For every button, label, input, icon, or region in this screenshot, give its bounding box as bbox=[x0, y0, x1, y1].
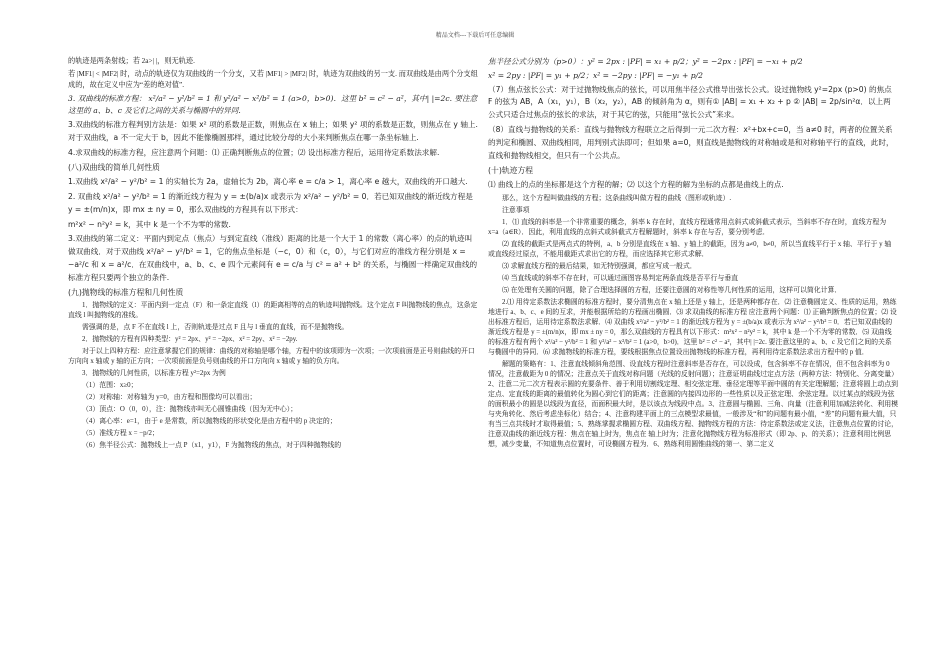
left-paragraph: 若 |MF1| < |MF2| 时，动点的轨迹仅为双曲线的一个分支，又若 |MF1| > |MF2| 时，轨迹为双曲线的另一支. 而双曲线是由两个分支组成的，故在定义中应为“差的绝对值”. bbox=[68, 70, 478, 90]
right-paragraph: ⑸ 在处理有关圆的问题，除了合理选择圆的方程，还要注意圆的对称性等几何性质的运用，这样可以简化计算． bbox=[502, 286, 842, 294]
left-paragraph: 的轨迹是两条射线；若 2a>| |，则无轨迹. bbox=[68, 57, 195, 65]
left-paragraph: 需强调的是，点 F 不在直线 l 上，否则轨迹是过点 F 且与 l 垂直的直线，而不是抛物线。 bbox=[82, 324, 349, 332]
right-paragraph: x² = 2py : |PF| = y₁ + p/2；x² = −2py : |PF| = −y₁ + p/2 bbox=[488, 70, 704, 80]
left-paragraph: 3．抛物线的几何性质，以标准方程 y²=2px 为例 bbox=[82, 370, 226, 378]
left-paragraph: （5）准线方程 x = −p/2； bbox=[82, 430, 159, 438]
left-paragraph: （4）离心率：e=1，由于 e 是常数，所以抛物线的形状变化是由方程中的 p 决定的； bbox=[82, 418, 337, 426]
right-paragraph: ⑶ 求解直线方程的最后结果，如无特别强调，都应写成一般式． bbox=[502, 262, 697, 270]
right-paragraph: 2.⑴ 用待定系数法求椭圆的标准方程时，要分清焦点在 x 轴上还是 y 轴上，还是两种都存在．⑵ 注意椭圆定义、性质的运用，熟练地进行 a、b、c、e 间的互求，并能根据所给的方程画出椭圆．⑶ 求双曲线的标准方程 应注意两个问题：⑴ 正确判断焦点的位置；⑵ 设出标准方程后，运用待定系数法求解．⑷ 双曲线 x²/a² − y²/b² = 1 的渐近线方程为 y = ±(b/a)x 或表示为 x²/a² − y²/b² = 0．若已知双曲线的渐近线方程是 y = ±(m/n)x，即 mx ± ny = 0，那么双曲线的方程具有以下形式：m²x² − n²y² = k，其中 k 是一个不为零的常数．⑸ 双曲线的标准方程有两个 x²/a² − y²/b² = 1 和 y²/a² − x²/b² = 1 (a>0，b>0)．这里 b² = c² − a²，其中| |=2c. 要注意这里的 a、b、c 及它们之间的关系与椭圆中的异同．⑹ 求抛物线的标准方程，要线根据焦点位置设出抛物线的标准方程，再利用待定系数法求出方程中的 p 值． bbox=[488, 298, 897, 356]
right-paragraph: ⑵ 直线的截距式是两点式的特例，a、b 分别是直线在 x 轴、y 轴上的截距，因为 a≠0，b≠0，所以当直线平行于 x 轴、平行于 y 轴或直线经过原点，不能用截距式求出它的方程，而应选择其它形式求解． bbox=[488, 240, 892, 258]
right-paragraph: ⑴ 曲线上的点的坐标都是这个方程的解；⑵ 以这个方程的解为坐标的点都是曲线上的点. bbox=[488, 180, 784, 190]
right-paragraph: (十)轨迹方程 bbox=[488, 165, 534, 175]
right-paragraph: （7）焦点弦长公式：对于过抛物线焦点的弦长，可以用焦半径公式推导出弦长公式。设过抛物线 y²=2px (p>0) 的焦点 F 的弦为 AB，A（x₁，y₁），B（x₂，y₂），AB 的倾斜角为 α，则有① |AB| = x₁ + x₂ + p ② |AB| = 2p/sin²α．以上两公式只适合过焦点的弦长的求法，对于其它的弦，只能用“弦长公式”来求。 bbox=[488, 84, 892, 120]
left-paragraph: 1.双曲线 x²/a² − y²/b² = 1 的实轴长为 2a，虚轴长为 2b，离心率 e = c/a > 1，离心率 e 越大，双曲线的开口越大. bbox=[68, 176, 468, 186]
right-paragraph: ⑷ 当直线或的斜率不存在时，可以通过画图容易判定两条直线是否平行与垂直 bbox=[502, 274, 739, 282]
left-paragraph: 1．抛物线的定义：平面内到一定点（F）和一条定直线（l）的距离相等的点的轨迹叫抛物线。这个定点 F 叫抛物线的焦点，这条定直线 l 叫抛物线的准线。 bbox=[68, 302, 478, 320]
left-paragraph: (八)双曲线的简单几何性质 bbox=[68, 162, 160, 172]
left-paragraph: 3. 双曲线的标准方程： x²/a² − y²/b² = 1 和 y²/a² − x²/b² = 1 (a>0，b>0)．这里 b² = c² − a²，其中| |=2c. 要注意这里的 a、b、c 及它们之间的关系与椭圆中的异同. bbox=[68, 94, 478, 116]
right-paragraph: 焦半径公式分别为（p>0）：y² = 2px : |PF| = x₁ + p/2；y² = −2px : |PF| = −x₁ + p/2 bbox=[488, 57, 803, 66]
left-paragraph: （6）焦半径公式：抛物线上一点 P（x1，y1），F 为抛物线的焦点，对于四种抛物线的 bbox=[82, 442, 342, 450]
left-paragraph: （3）顶点：O（0，0），注：抛物线亦叫无心圆锥曲线（因为无中心）； bbox=[82, 406, 298, 414]
left-paragraph: （2）对称轴：对称轴为 y=0，由方程和图像均可以看出； bbox=[82, 394, 257, 402]
left-paragraph: 3.双曲线的标准方程判别方法是：如果 x² 项的系数是正数，则焦点在 x 轴上；如果 y² 项的系数是正数，则焦点在 y 轴上. 对于双曲线，a 不一定大于 b，因此不能像椭圆那样，通过比较分母的大小来判断焦点在哪一条坐标轴上. bbox=[68, 120, 478, 142]
right-paragraph: 注意事项 bbox=[502, 206, 530, 214]
left-paragraph: 对于以上四种方程：应注意掌握它们的规律：曲线的对称轴是哪个轴，方程中的该项即为一次项；一次项前面是正号则曲线的开口方向向 x 轴或 y 轴的正方向；一次项前面是负号则曲线的开口方向向 x 轴或 y 轴的负方向。 bbox=[68, 348, 475, 366]
right-paragraph: 解题的策略有：1、注意直线倾斜角范围、设直线方程时注意斜率是否存在，可以设成，包含斜率不存在情况，但不包含斜率为 0 情况，注意截距为 0 的情况；注意点关于直线对称问题（光线的反射问题）；注意证明曲线过定点方法（两种方法：特别化、分离变量）2、注意二元二次方程表示圆的充要条件、善于利用切割线定理、相交弦定理、垂径定理等平面中圆的有关定理解题；注意将圆上动点到定点、定直线的距离的最值转化为圆心到它们的距离；注意圆的内接四边形的一些性质以及正弦定理、余弦定理。以过某点的线段为弦的面积最小的圆是以线段为直径，而面积最大时，是以该点为线段中点。3、注意圆与椭圆、三角、向量（注意利用加减法转化、利用模与夹角转化、然后考虑坐标化）结合；4、注意构建平面上的三点模型求最值，一般涉及“和”的问题有最小值，“差”的问题有最大值，只有当三点共线时才取得最值；5、熟练掌握求椭圆方程、双曲线方程、抛物线方程的方法：待定系数法或定义法，注意焦点位置的讨论，注意双曲线的渐近线方程：焦点在轴上时为，焦点在 轴上时为；注意化抛物线方程为标准形式（即 2p、p、的关系）；注意利用比例思想，减少变量，不知道焦点位置时，可设椭圆方程为．6、熟练利用圆锥曲线的第一、第二定义 bbox=[488, 360, 898, 448]
left-paragraph: （1）范围：x≥0； bbox=[82, 382, 138, 390]
left-paragraph: 3.双曲线的第二定义：平面内到定点（焦点）与到定直线（准线）距离的比是一个大于 1 的常数（离心率）的点的轨迹叫做双曲线．对于双曲线 x²/a² − y²/b² = 1，它的焦点坐标是（−c，0）和（c，0），与它们对应的准线方程分别是 x = −a²/c 和 x = a²/c．在双曲线中，a、b、c、e 四个元素间有 e = c/a 与 c² = a² + b² 的关系，与椭圆一样确定双曲线的标准方程只要两个独立的条件. bbox=[68, 234, 478, 283]
left-column bbox=[68, 56, 478, 453]
right-paragraph: 1．⑴ 直线的斜率是一个非常重要的概念，斜率 k 存在时，直线方程通常用点斜式或斜截式表示，当斜率不存在时，直线方程为 x=a（a∈R）．因此，利用直线的点斜式或斜截式方程解题时，斜率 k 存在与否，要分别考虑． bbox=[488, 218, 887, 236]
left-paragraph: 2．抛物线的方程有四种类型：y² = 2px、y² = −2px、x² = 2py、x² = −2py. bbox=[82, 336, 298, 344]
right-column bbox=[488, 56, 898, 452]
left-paragraph: 4.求双曲线的标准方程，应注意两个问题：⑴ 正确判断焦点的位置；⑵ 设出标准方程后，运用待定系数法求解. bbox=[68, 147, 440, 157]
left-paragraph: m²x² − n²y² = k，其中 k 是一个不为零的常数. bbox=[68, 219, 231, 229]
right-paragraph: （8）直线与抛物线的关系：直线与抛物线方程联立之后得到一元二次方程：x²+bx+c=0，当 a≠0 时，两者的位置关系的判定和椭圆、双曲线相同，用判别式法即可；但如果 a=0，则直线是抛物线的对称轴或是和对称轴平行的直线，此时，直线和抛物线相交，但只有一个公共点。 bbox=[488, 125, 894, 161]
left-paragraph: 2. 双曲线 x²/a² − y²/b² = 1 的渐近线方程为 y = ±(b/a)x 或表示为 x²/a² − y²/b² = 0．若已知双曲线的渐近线方程是 y = ±(m/n)x，即 mx ± ny = 0，那么双曲线的方程具有以下形式： bbox=[68, 191, 473, 214]
page-header: 精品文档---下载后可任意编辑 bbox=[435, 32, 515, 39]
left-paragraph: (九)抛物线的标准方程和几何性质 bbox=[68, 288, 184, 298]
right-paragraph: 那么，这个方程叫做曲线的方程；这条曲线叫做方程的曲线（图形或轨迹）. bbox=[502, 194, 732, 202]
